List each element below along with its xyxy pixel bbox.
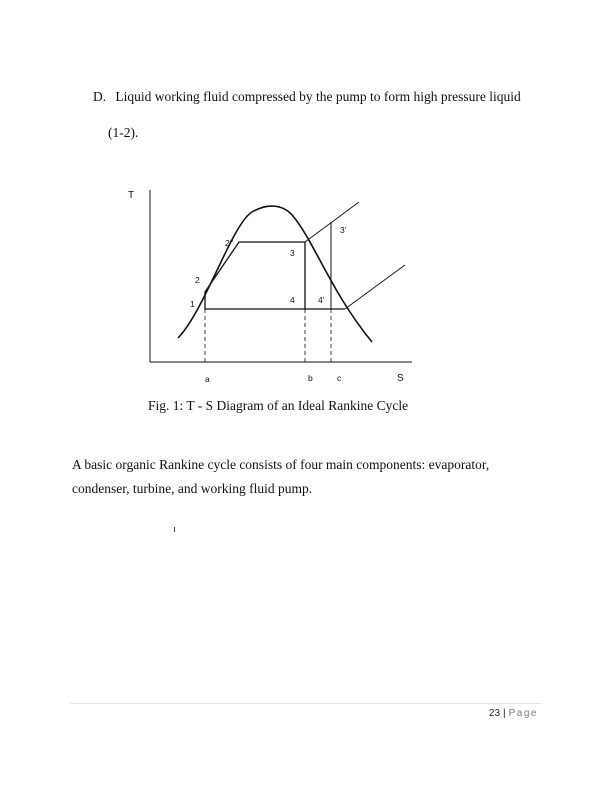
- entropy-label-c: c: [337, 373, 342, 383]
- footer-separator: |: [503, 708, 506, 719]
- figure-caption: Fig. 1: T - S Diagram of an Ideal Rankine Cycle: [148, 398, 409, 413]
- page-footer: [489, 708, 538, 719]
- page-word: Page: [508, 708, 538, 719]
- body-paragraph: A basic organic Rankine cycle consists of four main components: evaporator, condenser, turbine, and working fluid pump.: [72, 457, 490, 496]
- entropy-label-a: a: [205, 374, 210, 384]
- footer-divider: [70, 703, 542, 704]
- entropy-label-b: b: [308, 373, 313, 383]
- list-item-continuation: (1-2).: [108, 125, 139, 140]
- point-label-3: 3: [290, 248, 295, 258]
- superheat-line-upper: [305, 202, 359, 242]
- page-number: 23: [488, 708, 501, 719]
- point-label-4p: 4’: [318, 295, 325, 305]
- s-axis-label: S: [397, 373, 404, 384]
- superheat-line-lower: [345, 265, 405, 309]
- list-item-text: Liquid working fluid compressed by the pump to form high pressure liquid: [115, 89, 521, 104]
- point-label-2: 2: [195, 275, 200, 285]
- point-label-4: 4: [290, 295, 295, 305]
- point-label-3p: 3’: [340, 225, 347, 235]
- point-label-1: 1: [190, 299, 195, 309]
- list-marker: D.: [93, 89, 107, 104]
- stray-mark: [174, 527, 175, 532]
- point-label-2pp: 2’’: [225, 238, 234, 248]
- t-axis-label: T: [128, 190, 135, 201]
